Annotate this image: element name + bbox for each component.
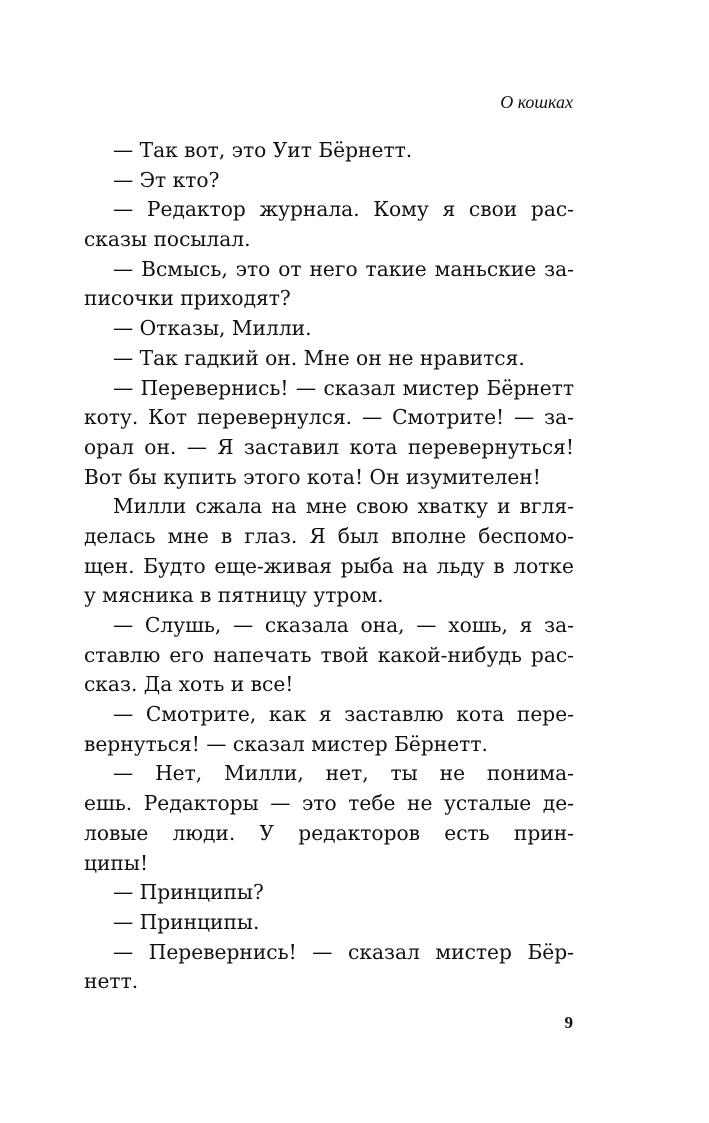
text-line: — Нет, Милли, нет, ты не понима- xyxy=(113,761,574,786)
text-line: — Принципы. xyxy=(113,909,260,934)
text-line: орал он. — Я заставил кота перевернуться! xyxy=(84,434,574,459)
text-line: вернуться! — сказал мистер Бёрнетт. xyxy=(84,731,488,756)
text-line: — Так гадкий он. Мне он не нравится. xyxy=(113,345,525,370)
text-line: — Так вот, это Уит Бёрнетт. xyxy=(113,138,413,162)
text-line: писочки приходят? xyxy=(84,286,291,311)
text-line: ловые люди. У редакторов есть прин- xyxy=(84,820,574,845)
text-line: — Редактор журнала. Кому я свои рас- xyxy=(113,197,574,222)
text-line: — Принципы? xyxy=(113,880,264,905)
text-line: — Отказы, Милли. xyxy=(113,316,312,341)
text-line: — Слушь, — сказала она, — хошь, я за- xyxy=(113,613,574,637)
text-line: у мясника в пятницу утром. xyxy=(84,583,384,608)
text-line: — Перевернись! — сказал мистер Бёр- xyxy=(113,939,574,964)
text-line: — Всмысь, это от него такие маньские за- xyxy=(113,256,574,281)
text-line: нетт. xyxy=(84,969,139,994)
text-line: делась мне в глаз. Я был вполне беспомо- xyxy=(84,523,574,548)
text-line: Милли сжала на мне свою хватку и вгля- xyxy=(113,494,574,519)
text-line: сказ. Да хоть и все! xyxy=(84,672,294,697)
text-line: ешь. Редакторы — это тебе не усталые де- xyxy=(84,791,574,816)
text-line: сказы посылал. xyxy=(84,227,251,252)
body-text xyxy=(84,136,574,997)
running-head: О кошках xyxy=(500,92,573,112)
text-line: — Эт кто? xyxy=(113,167,220,192)
text-line: — Смотрите, как я заставлю кота пере- xyxy=(113,702,574,727)
text-line: ципы! xyxy=(84,850,149,875)
page-number: 9 xyxy=(564,1013,573,1032)
text-line: коту. Кот перевернулся. — Смотрите! — за- xyxy=(84,405,574,430)
text-line: ставлю его напечать твой какой-нибудь рас- xyxy=(84,642,574,667)
text-line: — Перевернись! — сказал мистер Бёрнетт xyxy=(113,375,574,400)
text-line: щен. Будто еще-живая рыба на льду в лотке xyxy=(84,553,574,578)
text-line: Вот бы купить этого кота! Он изумителен! xyxy=(84,464,541,489)
